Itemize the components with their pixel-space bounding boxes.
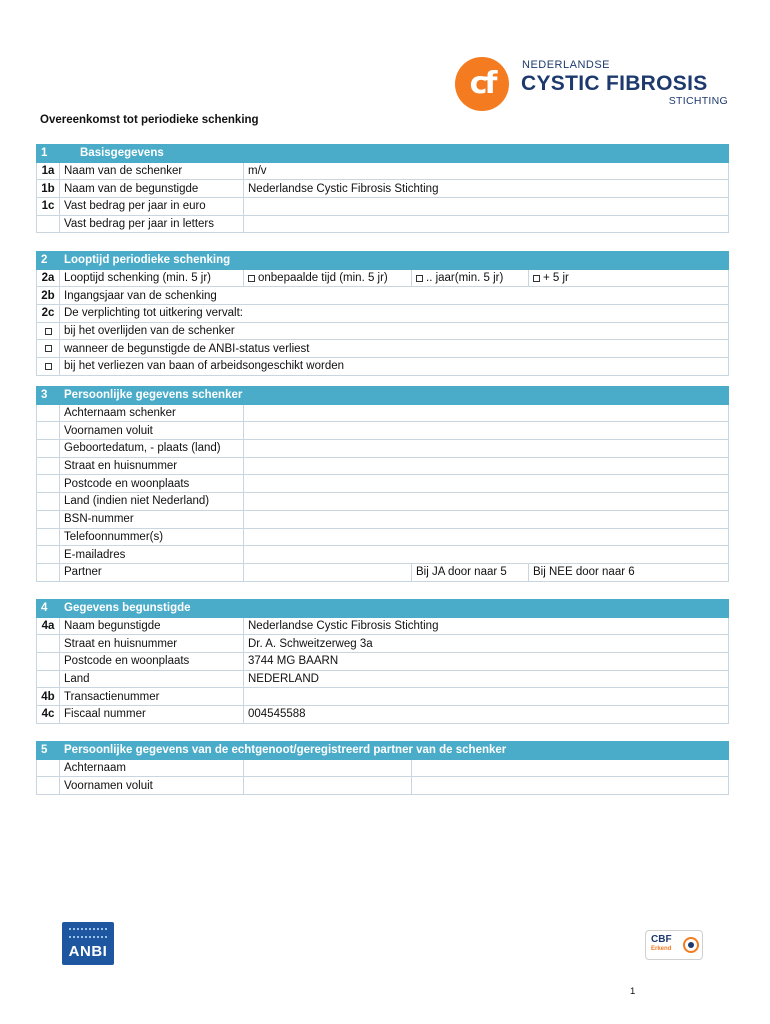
field-label: Naam van de begunstigde <box>60 180 244 198</box>
option-label: onbepaalde tijd (min. 5 jr) <box>258 272 388 285</box>
field-label: Postcode en woonplaats <box>60 653 244 671</box>
field-label: Ingangsjaar van de schenking <box>60 287 729 305</box>
field-value: NEDERLAND <box>244 670 729 688</box>
field-label: Land <box>60 670 244 688</box>
section-number: 4 <box>37 600 60 618</box>
checkbox-icon[interactable] <box>416 275 423 282</box>
condition-checkbox-cell[interactable] <box>37 358 60 376</box>
field-label: Achternaam <box>60 759 244 777</box>
anbi-logo-text: ANBI <box>68 943 108 960</box>
row-number <box>37 493 60 511</box>
checkbox-icon[interactable] <box>45 345 52 352</box>
logo-text-top: NEDERLANDSE <box>522 59 611 71</box>
field-value[interactable] <box>244 457 729 475</box>
row-number: 2a <box>37 269 60 287</box>
table-row <box>37 706 729 724</box>
table-row <box>37 759 729 777</box>
section-header <box>37 252 729 270</box>
row-number: 4b <box>37 688 60 706</box>
table-row <box>37 404 729 422</box>
field-label: Partner <box>60 563 244 581</box>
table-row <box>37 635 729 653</box>
section-number: 3 <box>37 387 60 405</box>
field-value[interactable] <box>244 198 729 216</box>
field-value[interactable] <box>244 777 412 795</box>
row-number: 2c <box>37 305 60 323</box>
partner-row <box>37 563 729 581</box>
section-header <box>37 387 729 405</box>
checkbox-icon[interactable] <box>45 328 52 335</box>
row-number <box>37 759 60 777</box>
field-label: Looptijd schenking (min. 5 jr) <box>60 269 244 287</box>
section-basisgegevens <box>36 144 729 233</box>
row-number: 4c <box>37 706 60 724</box>
table-row <box>37 528 729 546</box>
condition-checkbox-cell[interactable] <box>37 322 60 340</box>
table-row <box>37 475 729 493</box>
logo-text-main: CYSTIC FIBROSIS <box>521 72 708 95</box>
row-number <box>37 546 60 564</box>
partner-ja-option[interactable]: Bij JA door naar 5 <box>412 563 529 581</box>
section-number: 1 <box>37 145 60 163</box>
anbi-stripes-icon <box>69 928 107 938</box>
field-value[interactable]: Nederlandse Cystic Fibrosis Stichting <box>244 180 729 198</box>
field-value: 004545588 <box>244 706 729 724</box>
row-number: 1a <box>37 162 60 180</box>
section-title: Basisgegevens <box>60 145 729 163</box>
field-label: Naam van de schenker <box>60 162 244 180</box>
checkbox-icon[interactable] <box>248 275 255 282</box>
cbf-logo-subtext: Erkend <box>651 946 672 952</box>
field-label: Transactienummer <box>60 688 244 706</box>
document-title: Overeenkomst tot periodieke schenking <box>40 114 259 126</box>
field-value[interactable] <box>244 528 729 546</box>
row-number <box>37 635 60 653</box>
row-number <box>37 404 60 422</box>
cf-logo-mark: cf <box>455 57 509 111</box>
table-row <box>37 422 729 440</box>
checkbox-icon[interactable] <box>45 363 52 370</box>
row-number <box>37 215 60 233</box>
section-title: Gegevens begunstigde <box>60 600 729 618</box>
table-row <box>37 162 729 180</box>
table-row <box>37 688 729 706</box>
field-value[interactable] <box>244 546 729 564</box>
field-value[interactable] <box>412 777 729 795</box>
table-row <box>37 777 729 795</box>
field-value[interactable] <box>244 510 729 528</box>
condition-row <box>37 358 729 376</box>
table-row <box>37 305 729 323</box>
field-label: Fiscaal nummer <box>60 706 244 724</box>
field-label: Geboortedatum, - plaats (land) <box>60 440 244 458</box>
condition-label: bij het verliezen van baan of arbeidsongeschikt worden <box>60 358 729 376</box>
field-label: Telefoonnummer(s) <box>60 528 244 546</box>
field-label: Vast bedrag per jaar in letters <box>60 215 244 233</box>
section-header <box>37 600 729 618</box>
field-label: Voornamen voluit <box>60 422 244 440</box>
logo-text-bottom: STICHTING <box>668 95 728 107</box>
table-row <box>37 180 729 198</box>
section-title: Looptijd periodieke schenking <box>60 252 729 270</box>
field-value: Nederlandse Cystic Fibrosis Stichting <box>244 617 729 635</box>
field-label: Straat en huisnummer <box>60 457 244 475</box>
field-value[interactable] <box>412 759 729 777</box>
field-value[interactable] <box>244 688 729 706</box>
field-value[interactable] <box>244 493 729 511</box>
section-header <box>37 145 729 163</box>
field-label: Vast bedrag per jaar in euro <box>60 198 244 216</box>
table-row <box>37 440 729 458</box>
section-gegevens-begunstigde <box>36 599 729 724</box>
row-number: 1c <box>37 198 60 216</box>
condition-label: bij het overlijden van de schenker <box>60 322 729 340</box>
section-header <box>37 742 729 760</box>
table-row <box>37 653 729 671</box>
field-value[interactable] <box>244 404 729 422</box>
anbi-logo <box>62 922 114 965</box>
section-number: 2 <box>37 252 60 270</box>
condition-label: wanneer de begunstigde de ANBI-status verliest <box>60 340 729 358</box>
table-row <box>37 493 729 511</box>
field-value[interactable] <box>244 475 729 493</box>
table-row <box>37 510 729 528</box>
section-title: Persoonlijke gegevens schenker <box>60 387 729 405</box>
row-number <box>37 510 60 528</box>
field-value[interactable] <box>244 759 412 777</box>
table-row <box>37 269 729 287</box>
field-value[interactable] <box>244 422 729 440</box>
section-number: 5 <box>37 742 60 760</box>
field-label: Postcode en woonplaats <box>60 475 244 493</box>
row-number <box>37 422 60 440</box>
page-number: 1 <box>630 986 636 997</box>
option-jaar[interactable] <box>412 269 529 287</box>
section-persoonlijke-gegevens-partner <box>36 741 729 795</box>
field-label: De verplichting tot uitkering vervalt: <box>60 305 729 323</box>
condition-row <box>37 340 729 358</box>
option-onbepaalde-tijd[interactable] <box>244 269 412 287</box>
field-value: Dr. A. Schweitzerweg 3a <box>244 635 729 653</box>
field-label: E-mailadres <box>60 546 244 564</box>
field-label: Land (indien niet Nederland) <box>60 493 244 511</box>
table-row <box>37 215 729 233</box>
section-looptijd <box>36 251 729 376</box>
section-title: Persoonlijke gegevens van de echtgenoot/geregistreerd partner van de schenker <box>60 742 729 760</box>
cbf-eye-icon <box>683 937 699 953</box>
row-number <box>37 563 60 581</box>
row-number: 1b <box>37 180 60 198</box>
condition-row <box>37 322 729 340</box>
option-label: .. jaar(min. 5 jr) <box>426 272 504 285</box>
row-number <box>37 457 60 475</box>
row-number <box>37 777 60 795</box>
row-number <box>37 653 60 671</box>
table-row <box>37 457 729 475</box>
table-row <box>37 670 729 688</box>
partner-nee-option[interactable]: Bij NEE door naar 6 <box>529 563 729 581</box>
field-label: Straat en huisnummer <box>60 635 244 653</box>
field-label: BSN-nummer <box>60 510 244 528</box>
table-row <box>37 617 729 635</box>
table-row <box>37 287 729 305</box>
field-value[interactable] <box>244 563 412 581</box>
checkbox-icon[interactable] <box>533 275 540 282</box>
row-number: 2b <box>37 287 60 305</box>
field-value[interactable] <box>244 215 729 233</box>
row-number <box>37 670 60 688</box>
field-value[interactable]: m/v <box>244 162 729 180</box>
cbf-logo-text: CBF <box>651 934 672 945</box>
row-number <box>37 528 60 546</box>
field-value: 3744 MG BAARN <box>244 653 729 671</box>
field-label: Naam begunstigde <box>60 617 244 635</box>
field-label: Voornamen voluit <box>60 777 244 795</box>
row-number <box>37 440 60 458</box>
cf-logo <box>455 57 735 111</box>
field-label: Achternaam schenker <box>60 404 244 422</box>
option-plus-5-jr[interactable] <box>529 269 729 287</box>
table-row <box>37 546 729 564</box>
option-label: + 5 jr <box>543 272 569 285</box>
table-row <box>37 198 729 216</box>
row-number <box>37 475 60 493</box>
condition-checkbox-cell[interactable] <box>37 340 60 358</box>
cbf-logo <box>645 930 703 960</box>
section-persoonlijke-gegevens-schenker <box>36 386 729 582</box>
row-number: 4a <box>37 617 60 635</box>
field-value[interactable] <box>244 440 729 458</box>
